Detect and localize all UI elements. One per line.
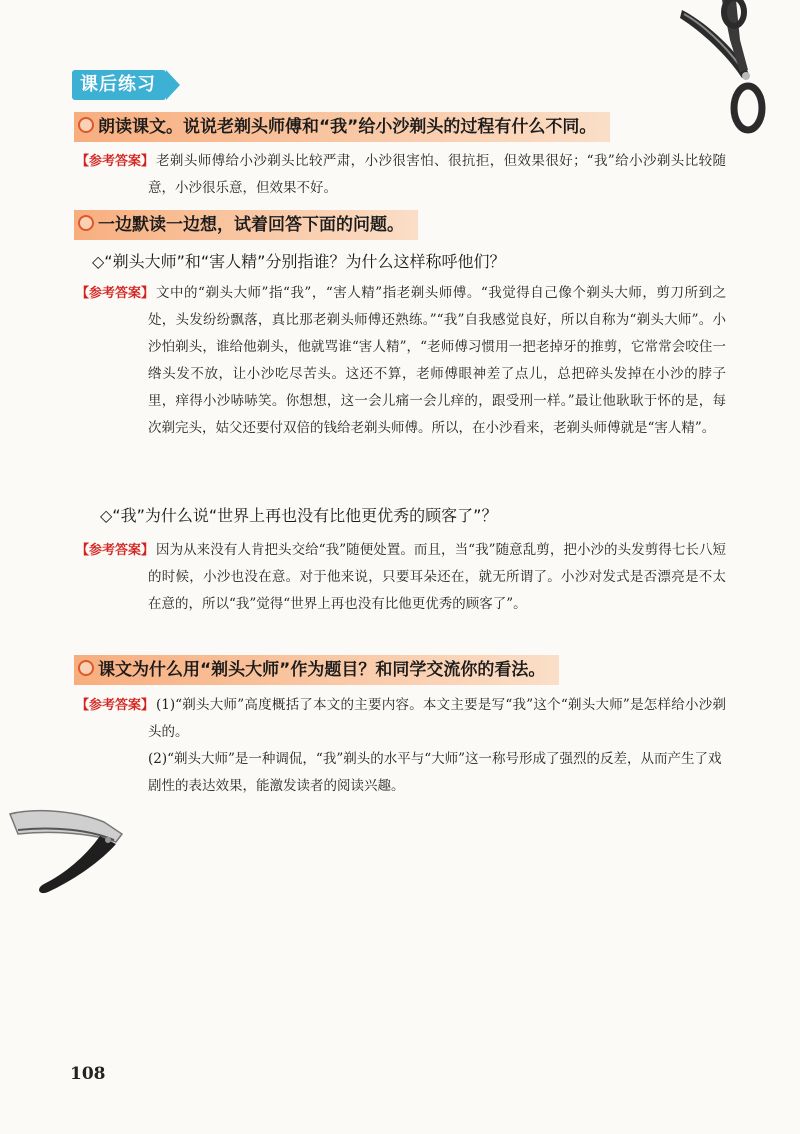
- answer-2b: [76, 537, 726, 618]
- page-number: 108: [70, 1064, 106, 1084]
- subquestion-2a: ◇“剃头大师”和“害人精”分别指谁？为什么这样称呼他们？: [92, 252, 506, 271]
- question-1-text: 朗读课文。说说老剃头师傅和“我”给小沙剃头的过程有什么不同。: [98, 117, 597, 137]
- question-3: [74, 655, 559, 685]
- answer-1: [76, 148, 726, 202]
- answer-3-part-2: (2)“剃头大师”是一种调侃，“我”剃头的水平与“大师”这一称号形成了强烈的反差，从而产生了戏剧性的表达效果，能激发读者的阅读兴趣。: [148, 751, 722, 794]
- subquestion-2b: ◇“我”为什么说“世界上再也没有比他更优秀的顾客了”？: [100, 506, 498, 525]
- razor-icon: [4, 800, 144, 900]
- question-2-text: 一边默读一边想，试着回答下面的问题。: [98, 215, 404, 235]
- answer-3-part-1: (1)“剃头大师”高度概括了本文的主要内容。本文主要是写“我”这个“剃头大师”是怎样给小沙剃头的。: [148, 697, 726, 740]
- bullet-icon: [78, 660, 94, 676]
- bullet-icon: [78, 117, 94, 133]
- answer-label: 【参考答案】: [76, 698, 155, 713]
- answer-2a-text: 文中的“剃头大师”指“我”，“害人精”指老剃头师傅。“我觉得自己像个剃头大师，剪刀所到之处，头发纷纷飘落，真比那老剃头师傅还熟练。”“我”自我感觉良好，所以自称为“剃头大师”。小沙怕剃头，谁给他剃头，他就骂谁“害人精”，“老师傅习惯用一把老掉牙的推剪，它常常会咬住一绺头发不放，让小沙吃尽苦头。这还不算，老师傅眼神差了点儿，总把碎头发掉在小沙的脖子里，痒得小沙哧哧笑。你想想，这一会儿痛一会儿痒的，跟受刑一样。”最让他耿耿于怀的是，每次剃完头，姑父还要付双倍的钱给老剃头师傅。所以，在小沙看来，老剃头师傅就是“害人精”。: [148, 285, 726, 436]
- answer-3: [76, 692, 726, 800]
- answer-label: 【参考答案】: [76, 543, 155, 558]
- question-2: [74, 210, 418, 240]
- answer-1-text: 老剃头师傅给小沙剃头比较严肃，小沙很害怕、很抗拒，但效果很好；“我”给小沙剃头比较随意，小沙很乐意，但效果不好。: [148, 153, 726, 196]
- answer-label: 【参考答案】: [76, 154, 155, 169]
- answer-label: 【参考答案】: [76, 286, 155, 301]
- bullet-icon: [78, 215, 94, 231]
- answer-2b-text: 因为从来没有人肯把头交给“我”随便处置。而且，当“我”随意乱剪，把小沙的头发剪得七长八短的时候，小沙也没在意。对于他来说，只要耳朵还在，就无所谓了。小沙对发式是否漂亮是不太在意的，所以“我”觉得“世界上再也没有比他更优秀的顾客了”。: [148, 542, 726, 612]
- answer-2a: [76, 280, 726, 442]
- section-title: 课后练习: [72, 70, 166, 100]
- scissors-icon: [662, 0, 782, 140]
- question-1: [74, 112, 610, 142]
- question-3-text: 课文为什么用“剃头大师”作为题目？和同学交流你的看法。: [98, 660, 546, 680]
